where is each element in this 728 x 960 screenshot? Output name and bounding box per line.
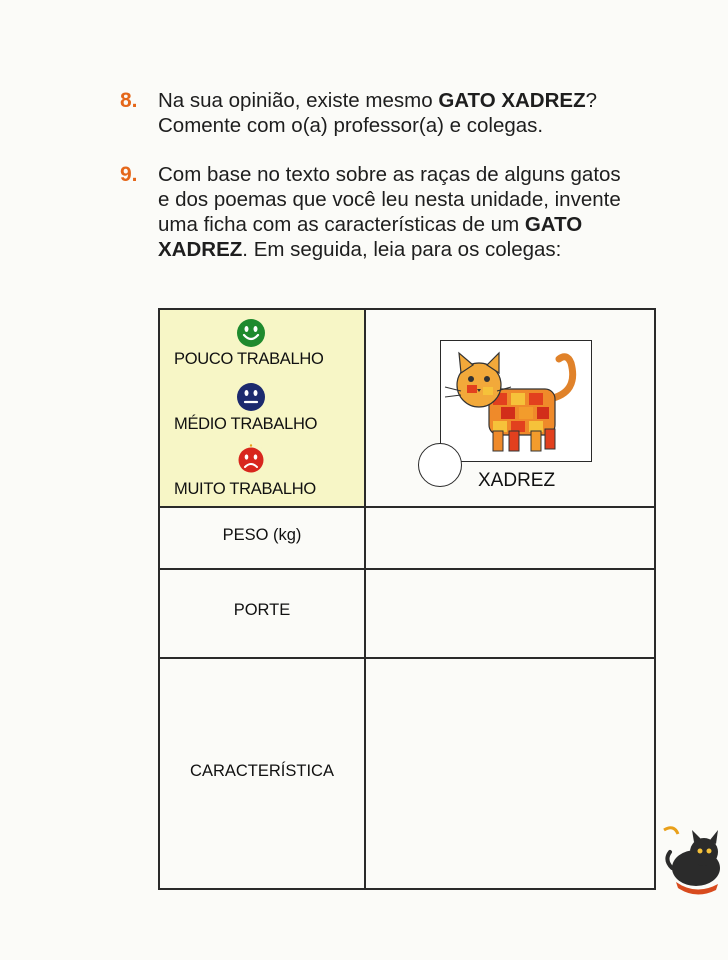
text-part: uma ficha com as características de um bbox=[158, 213, 525, 236]
question-text bbox=[158, 88, 597, 138]
question-line bbox=[158, 88, 597, 113]
corner-cat-icon bbox=[662, 820, 728, 900]
text-part: Na sua opinião, existe mesmo bbox=[158, 89, 439, 112]
row-label-peso: PESO (kg) bbox=[222, 526, 302, 544]
cat-illustration-frame bbox=[440, 340, 592, 462]
bold-text: GATO bbox=[524, 213, 583, 236]
porte-answer-cell[interactable] bbox=[366, 570, 654, 657]
ficha-table bbox=[158, 308, 656, 890]
text-part: ? bbox=[585, 89, 598, 112]
caracteristica-answer-cell[interactable] bbox=[366, 659, 654, 888]
sad-face-icon bbox=[236, 444, 266, 474]
legend-cell bbox=[160, 310, 364, 506]
question-line: Comente com o(a) professor(a) e colegas. bbox=[158, 114, 544, 137]
happy-face-icon bbox=[236, 318, 266, 348]
question-text bbox=[158, 162, 654, 262]
row-label-porte: PORTE bbox=[233, 601, 291, 619]
row-label-caracteristica: CARACTERÍSTICA bbox=[190, 762, 334, 780]
question-line bbox=[158, 212, 654, 237]
neutral-face-icon bbox=[236, 382, 266, 412]
question-number: 9. bbox=[120, 163, 138, 186]
bold-text: XADREZ bbox=[158, 238, 243, 261]
text-part: . Em seguida, leia para os colegas: bbox=[242, 238, 562, 261]
answer-circle[interactable] bbox=[418, 443, 462, 487]
checkered-cat-icon bbox=[441, 341, 591, 461]
bold-text: GATO XADREZ bbox=[438, 89, 586, 112]
question-line: e dos poemas que você leu nesta unidade, invente bbox=[158, 188, 621, 211]
question-number: 8. bbox=[120, 89, 138, 112]
legend-medio-label: MÉDIO TRABALHO bbox=[174, 415, 318, 433]
legend-muito-label: MUITO TRABALHO bbox=[174, 480, 316, 498]
question-line: Com base no texto sobre as raças de alguns gatos bbox=[158, 163, 621, 186]
question-line bbox=[158, 237, 654, 262]
cat-label: XADREZ bbox=[478, 470, 556, 491]
legend-pouco-label: POUCO TRABALHO bbox=[174, 350, 324, 368]
peso-answer-cell[interactable] bbox=[366, 508, 654, 568]
